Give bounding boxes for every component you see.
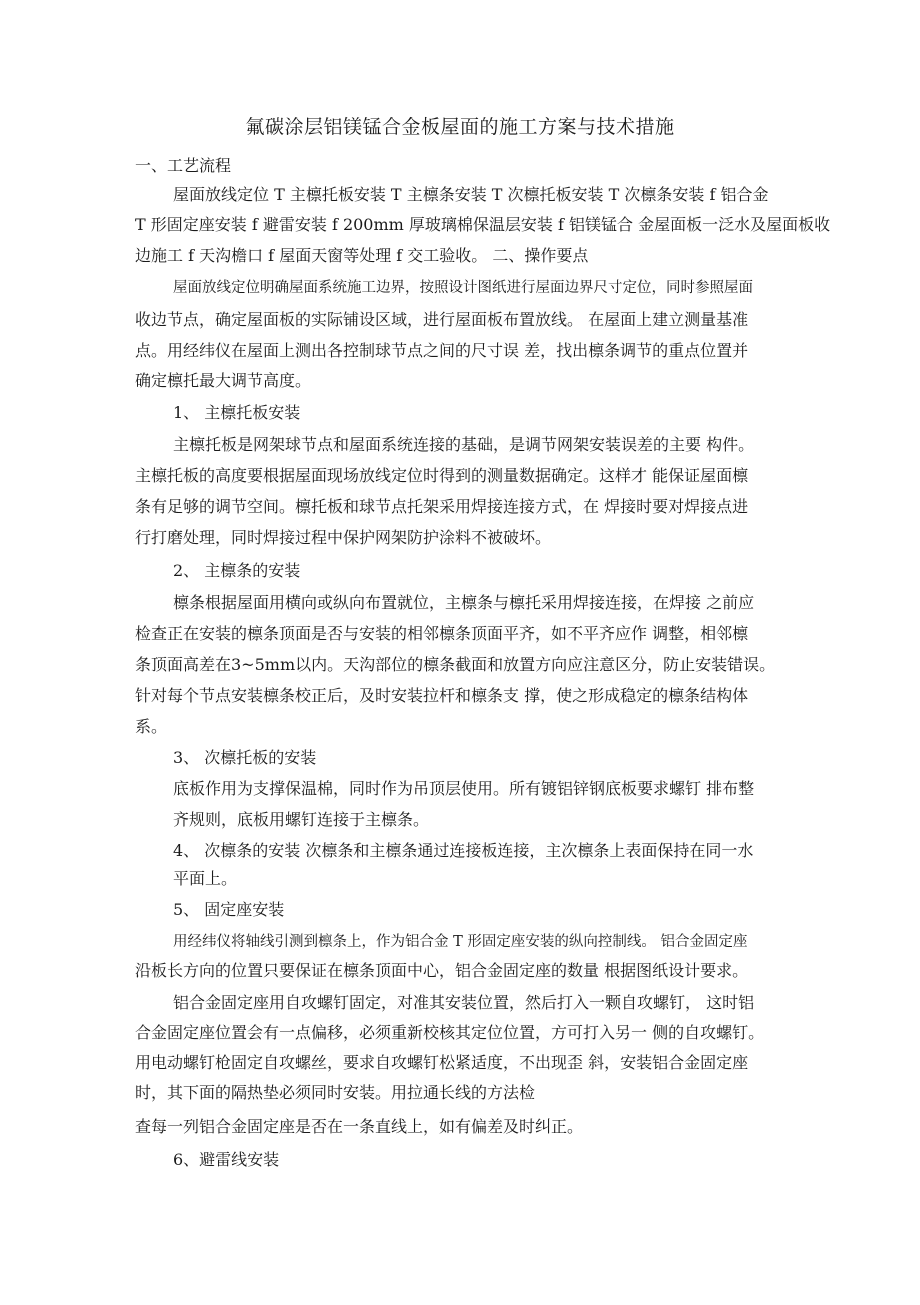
paragraph-line: 合金固定座位置会有一点偏移，必须重新校核其定位位置，方可打入另一 侧的自攻螺钉。 [135,1023,765,1042]
paragraph-line: 主檩托板是网架球节点和屋面系统连接的基础，是调节网架安装误差的主要 构件。 [173,435,755,454]
paragraph-line: 沿板长方向的位置只要保证在檩条顶面中心，铝合金固定座的数量 根据图纸设计要求。 [135,961,749,980]
subsection-heading-2: 2、 主檩条的安装 [173,561,301,580]
subsection-heading-5: 5、 固定座安装 [173,900,285,919]
paragraph-line: 条顶面高差在3~5mm以内。天沟部位的檩条截面和放置方向应注意区分，防止安装错误。 [135,655,776,674]
paragraph-line: 平面上。 [173,869,238,888]
paragraph-line: 检查正在安装的檩条顶面是否与安装的相邻檩条顶面平齐，如不平齐应作 调整，相邻檩 [135,624,749,643]
document-title: 氟碳涂层铝镁锰合金板屋面的施工方案与技术措施 [245,116,675,138]
flow-line: T 形固定座安装 f 避雷安装 f 200mm 厚玻璃棉保温层安装 f 铝镁锰合 金屋面板一泛水及屋面板收 [135,215,831,234]
paragraph-line: 铝合金固定座用自攻螺钉固定，对准其安装位置，然后打入一颗自攻螺钉， 这时铝 [173,993,755,1012]
paragraph-line: 用电动螺钉枪固定自攻螺丝，要求自攻螺钉松紧适度，不出现歪 斜，安装铝合金固定座 [135,1053,749,1072]
subsection-heading-6: 6、避雷线安装 [173,1150,280,1169]
intro-line: 点。用经纬仪在屋面上测出各控制球节点之间的尺寸误 差，找出檩条调节的重点位置并 [135,341,749,360]
paragraph-line: 用经纬仪将轴线引测到檩条上，作为铝合金 T 形固定座安装的纵向控制线。 铝合金固定座 [173,934,748,950]
intro-line: 屋面放线定位明确屋面系统施工边界，按照设计图纸进行屋面边界尺寸定位，同时参照屋面 [173,280,753,296]
intro-line: 确定檩托最大调节高度。 [135,371,312,390]
paragraph-line: 条有足够的调节空间。檩托板和球节点托架采用焊接连接方式，在 焊接时要对焊接点进 [135,497,749,516]
paragraph-line: 齐规则，底板用螺钉连接于主檩条。 [173,810,430,829]
paragraph-line: 时，其下面的隔热垫必须同时安装。用拉通长线的方法检 [135,1083,536,1102]
paragraph-line: 针对每个节点安装檩条校正后，及时安装拉杆和檩条支 撑，使之形成稳定的檩条结构体 [135,686,749,705]
subsection-heading-1: 1、 主檩托板安装 [173,403,301,422]
paragraph-line: 查每一列铝合金固定座是否在一条直线上，如有偏差及时纠正。 [135,1117,584,1136]
flow-line: 屋面放线定位 T 主檩托板安装 T 主檩条安装 T 次檩托板安装 T 次檩条安装 f 铝合金 [173,185,769,204]
subsection-heading-4: 4、 次檩条的安装 次檩条和主檩条通过连接板连接，主次檩条上表面保持在同一水 [173,841,754,860]
paragraph-line: 行打磨处理，同时焊接过程中保护网架防护涂料不被破坏。 [135,528,552,547]
intro-line: 收边节点，确定屋面板的实际铺设区域，进行屋面板布置放线。 在屋面上建立测量基准 [135,310,749,329]
paragraph-line: 底板作用为支撑保温棉，同时作为吊顶层使用。所有镀铝锌钢底板要求螺钉 排布整 [173,779,755,798]
section-heading-process: 一、工艺流程 [135,156,232,175]
paragraph-line: 主檩托板的高度要根据屋面现场放线定位时得到的测量数据确定。这样才 能保证屋面檩 [135,466,749,485]
subsection-heading-3: 3、 次檩托板的安装 [173,748,317,767]
paragraph-line: 系。 [135,717,168,736]
paragraph-line: 檩条根据屋面用横向或纵向布置就位，主檩条与檩托采用焊接连接，在焊接 之前应 [173,593,755,612]
flow-line: 边施工 f 天沟檐口 f 屋面天窗等处理 f 交工验收。 二、操作要点 [135,246,589,265]
